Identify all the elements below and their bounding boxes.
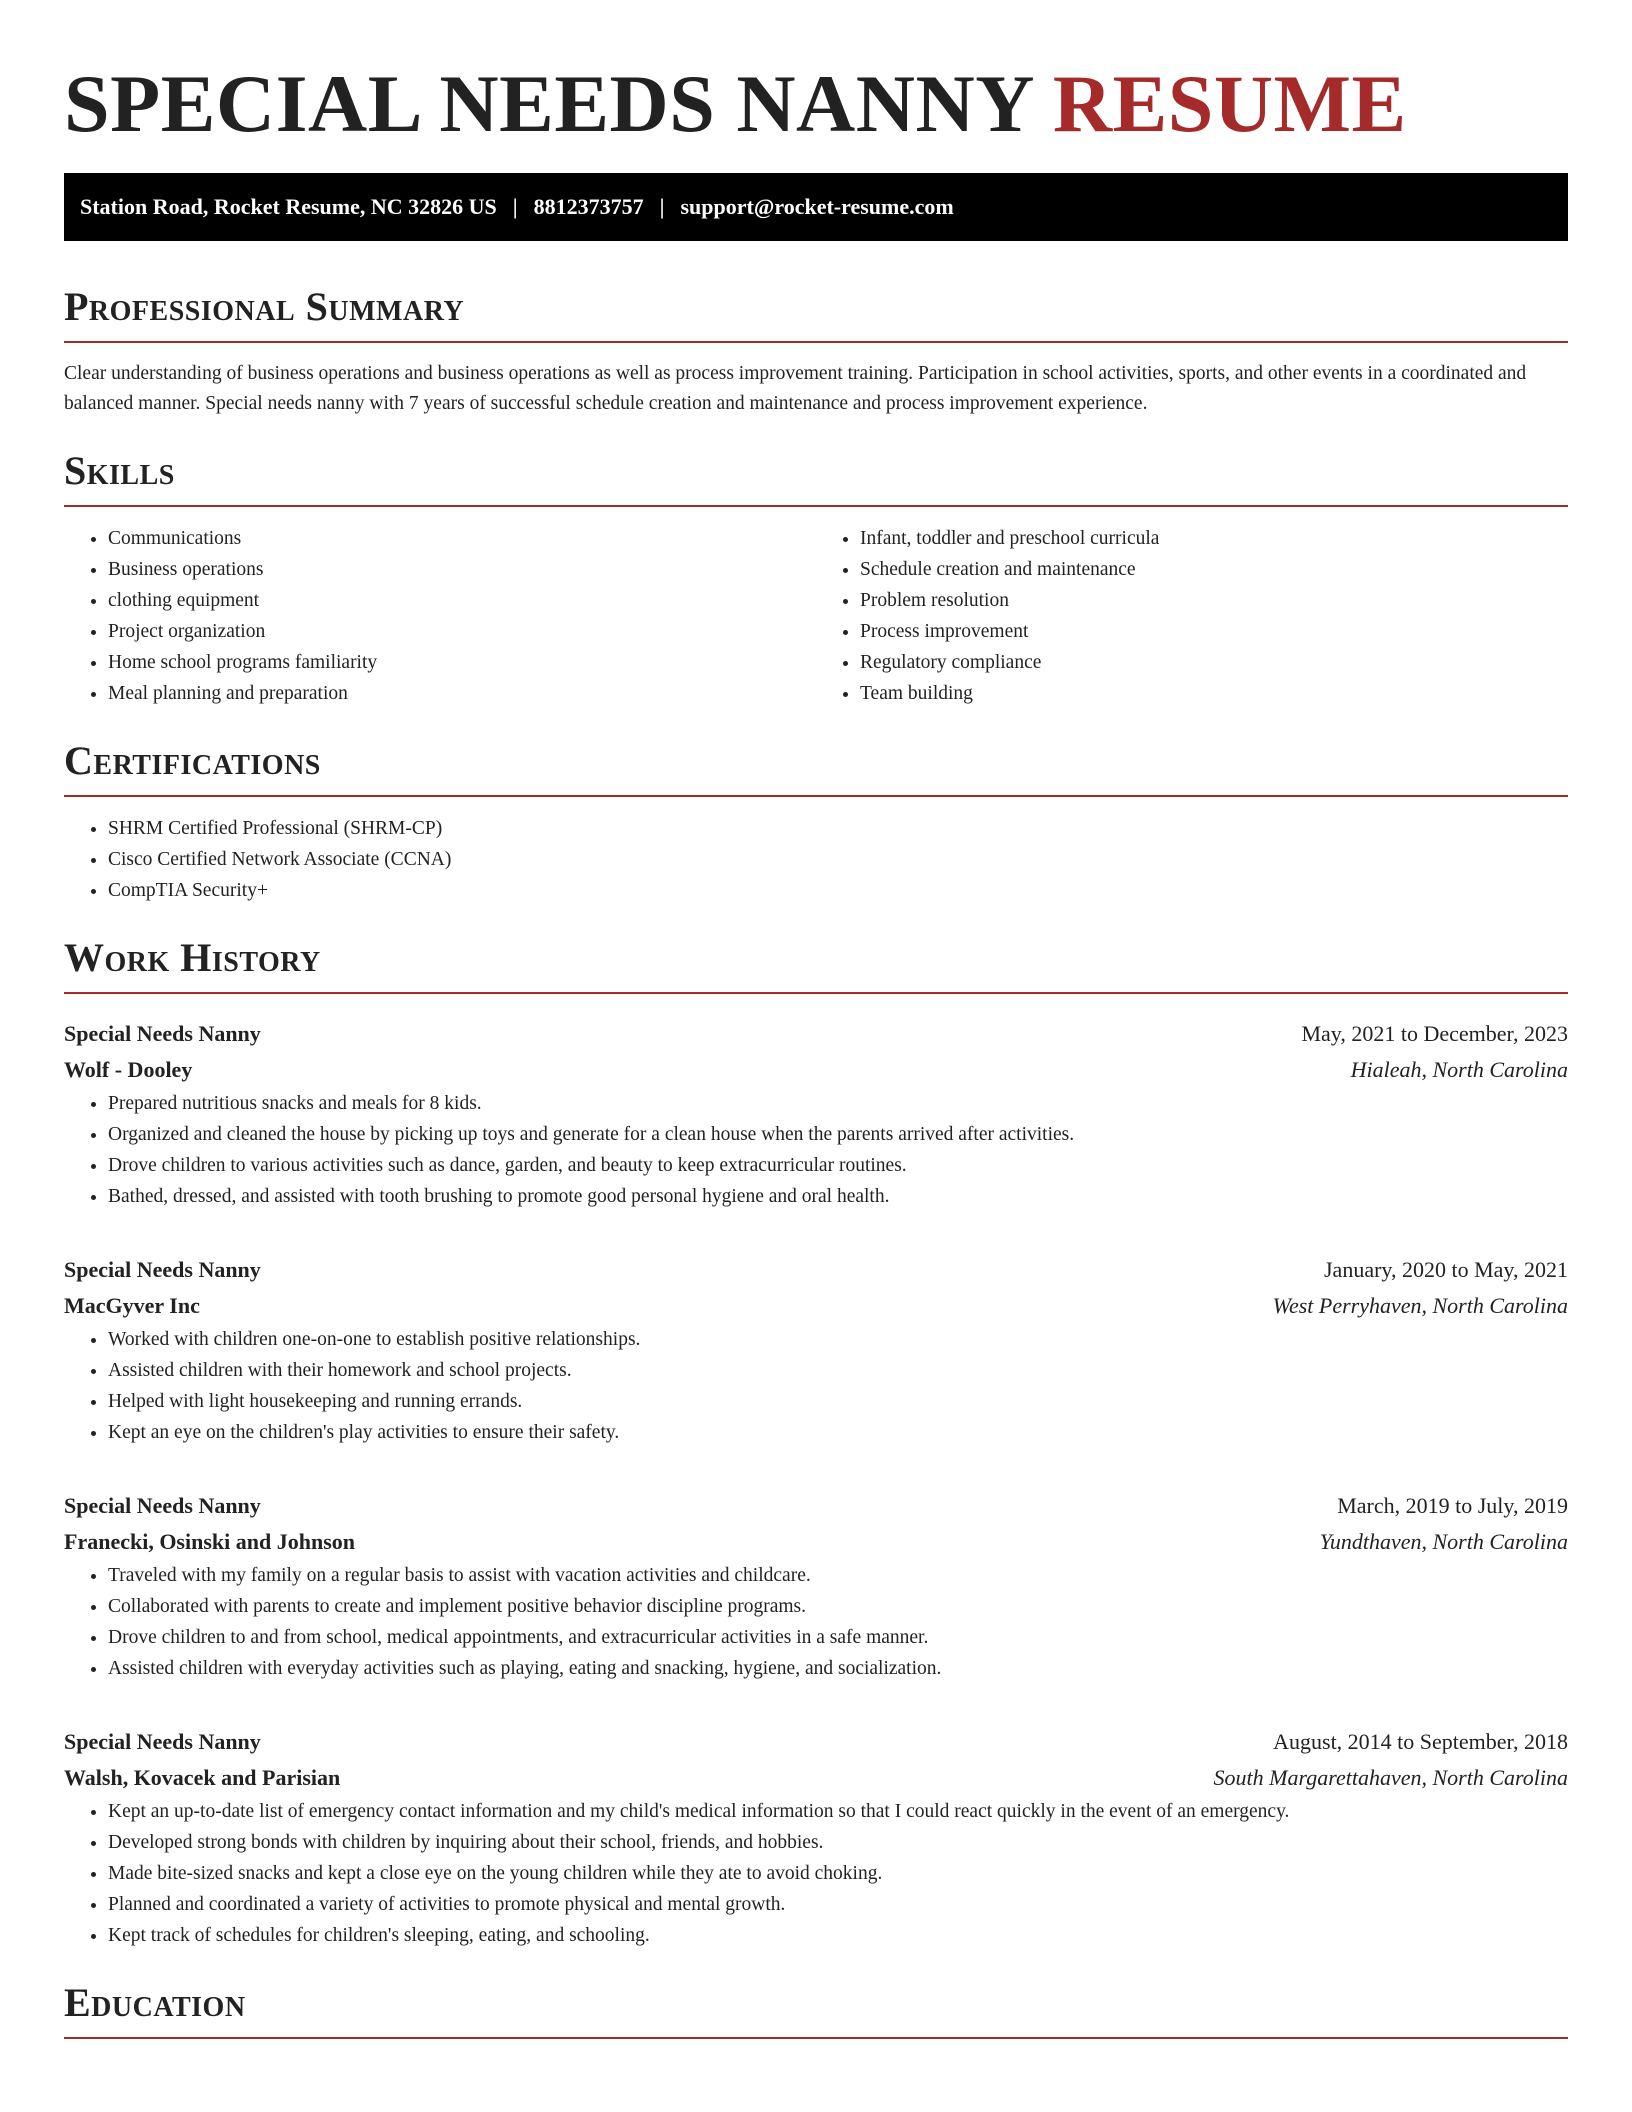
certifications-list: [64, 813, 1568, 906]
skills-column-left: [64, 523, 816, 709]
job-bullets: [64, 1324, 1568, 1448]
job-subheader-row: [64, 1288, 1568, 1324]
job-subheader-row: [64, 1760, 1568, 1796]
job-bullet: • Collaborated with parents to create and implement positive behavior discipline programs.: [108, 1591, 1568, 1622]
summary-section: [64, 283, 1568, 419]
contact-separator: |: [512, 194, 518, 219]
job-bullet: • Worked with children one-on-one to establish positive relationships.: [108, 1324, 1568, 1355]
skill-item: • Business operations: [108, 554, 816, 585]
job-location: South Margarettahaven, North Carolina: [1213, 1765, 1568, 1790]
certifications-section: [64, 737, 1568, 906]
section-divider: [64, 341, 1568, 343]
job-subheader-row: [64, 1052, 1568, 1088]
job-bullet: • Prepared nutritious snacks and meals for 8 kids.: [108, 1088, 1568, 1119]
job-bullet: • Bathed, dressed, and assisted with tooth brushing to promote good personal hygiene and oral health.: [108, 1181, 1568, 1212]
skill-item: • Regulatory compliance: [860, 647, 1568, 678]
summary-text: Clear understanding of business operations and business operations as well as process improvement training. Participation in school activities, sports, and other events in a coordinated and balanced manner. Special needs nanny with 7 years of successful schedule creation and maintenance and process improvement experience.: [64, 363, 1527, 414]
skill-item: • Project organization: [108, 616, 816, 647]
summary-heading: Professional Summary: [64, 284, 465, 329]
job-bullet: • Helped with light housekeeping and running errands.: [108, 1386, 1568, 1417]
job-title: Special Needs Nanny: [64, 1729, 261, 1754]
job-dates: May, 2021 to December, 2023: [1301, 1021, 1568, 1046]
skill-item: • Team building: [860, 678, 1568, 709]
section-divider: [64, 505, 1568, 507]
certification-item: • Cisco Certified Network Associate (CCNA): [108, 844, 1568, 875]
job-header-row: [64, 1016, 1568, 1052]
contact-separator: |: [659, 194, 665, 219]
section-divider: [64, 795, 1568, 797]
job-header-row: [64, 1488, 1568, 1524]
job-location: Hialeah, North Carolina: [1350, 1057, 1568, 1082]
skills-section: [64, 447, 1568, 709]
job-entry: [64, 1252, 1568, 1448]
job-company: Walsh, Kovacek and Parisian: [64, 1765, 341, 1790]
job-bullets: [64, 1088, 1568, 1212]
job-dates: August, 2014 to September, 2018: [1273, 1729, 1568, 1754]
skill-item: • clothing equipment: [108, 585, 816, 616]
contact-email: support@rocket-resume.com: [680, 194, 954, 219]
job-bullet: • Assisted children with their homework and school projects.: [108, 1355, 1568, 1386]
job-bullet: • Made bite-sized snacks and kept a close eye on the young children while they ate to avoid choking.: [108, 1858, 1568, 1889]
skill-item: • Schedule creation and maintenance: [860, 554, 1568, 585]
job-company: Franecki, Osinski and Johnson: [64, 1529, 355, 1554]
skills-grid: [64, 523, 1568, 709]
skill-item: • Meal planning and preparation: [108, 678, 816, 709]
contact-bar: [64, 173, 1568, 241]
job-bullet: • Traveled with my family on a regular basis to assist with vacation activities and childcare.: [108, 1560, 1568, 1591]
job-bullet: • Drove children to and from school, medical appointments, and extracurricular activities in a safe manner.: [108, 1622, 1568, 1653]
job-bullets: [64, 1560, 1568, 1684]
job-bullet: • Kept track of schedules for children's sleeping, eating, and schooling.: [108, 1920, 1568, 1951]
job-entry: [64, 1724, 1568, 1951]
skills-heading: Skills: [64, 448, 175, 493]
job-bullet: • Assisted children with everyday activities such as playing, eating and snacking, hygiene, and socialization.: [108, 1653, 1568, 1684]
skill-item: • Problem resolution: [860, 585, 1568, 616]
job-title: Special Needs Nanny: [64, 1493, 261, 1518]
job-company: MacGyver Inc: [64, 1293, 200, 1318]
job-bullet: • Developed strong bonds with children by inquiring about their school, friends, and hobbies.: [108, 1827, 1568, 1858]
skills-list-left: [64, 523, 816, 709]
job-dates: March, 2019 to July, 2019: [1337, 1493, 1568, 1518]
education-section: [64, 1979, 1568, 2039]
contact-address: Station Road, Rocket Resume, NC 32826 US: [80, 194, 497, 219]
job-title: Special Needs Nanny: [64, 1021, 261, 1046]
job-bullet: • Kept an up-to-date list of emergency contact information and my child's medical information so that I could react quickly in the event of an emergency.: [108, 1796, 1568, 1827]
job-header-row: [64, 1724, 1568, 1760]
skill-item: • Home school programs familiarity: [108, 647, 816, 678]
skills-list-right: [816, 523, 1568, 709]
certification-item: • CompTIA Security+: [108, 875, 1568, 906]
job-title: Special Needs Nanny: [64, 1257, 261, 1282]
section-divider: [64, 992, 1568, 994]
work-history-heading: Work History: [64, 935, 321, 980]
certification-item: • SHRM Certified Professional (SHRM-CP): [108, 813, 1568, 844]
job-bullets: [64, 1796, 1568, 1951]
title-main: SPECIAL NEEDS NANNY: [64, 58, 1032, 149]
work-history-section: [64, 934, 1568, 1951]
skills-column-right: [816, 523, 1568, 709]
job-bullet: • Drove children to various activities such as dance, garden, and beauty to keep extracurricular routines.: [108, 1150, 1568, 1181]
job-dates: January, 2020 to May, 2021: [1324, 1257, 1568, 1282]
job-entry: [64, 1016, 1568, 1212]
education-heading: Education: [64, 1980, 246, 2025]
job-location: West Perryhaven, North Carolina: [1272, 1293, 1568, 1318]
job-location: Yundthaven, North Carolina: [1319, 1529, 1568, 1554]
skill-item: • Infant, toddler and preschool curricula: [860, 523, 1568, 554]
job-entry: [64, 1488, 1568, 1684]
title-accent: RESUME: [1052, 58, 1407, 149]
resume-title: [64, 0, 1568, 150]
job-bullet: • Kept an eye on the children's play activities to ensure their safety.: [108, 1417, 1568, 1448]
section-divider: [64, 2037, 1568, 2039]
job-bullet: • Organized and cleaned the house by picking up toys and generate for a clean house when the parents arrived after activities.: [108, 1119, 1568, 1150]
job-company: Wolf - Dooley: [64, 1057, 193, 1082]
job-header-row: [64, 1252, 1568, 1288]
job-subheader-row: [64, 1524, 1568, 1560]
skill-item: • Communications: [108, 523, 816, 554]
job-bullet: • Planned and coordinated a variety of activities to promote physical and mental growth.: [108, 1889, 1568, 1920]
contact-phone: 8812373757: [533, 194, 644, 219]
certifications-heading: Certifications: [64, 738, 321, 783]
skill-item: • Process improvement: [860, 616, 1568, 647]
